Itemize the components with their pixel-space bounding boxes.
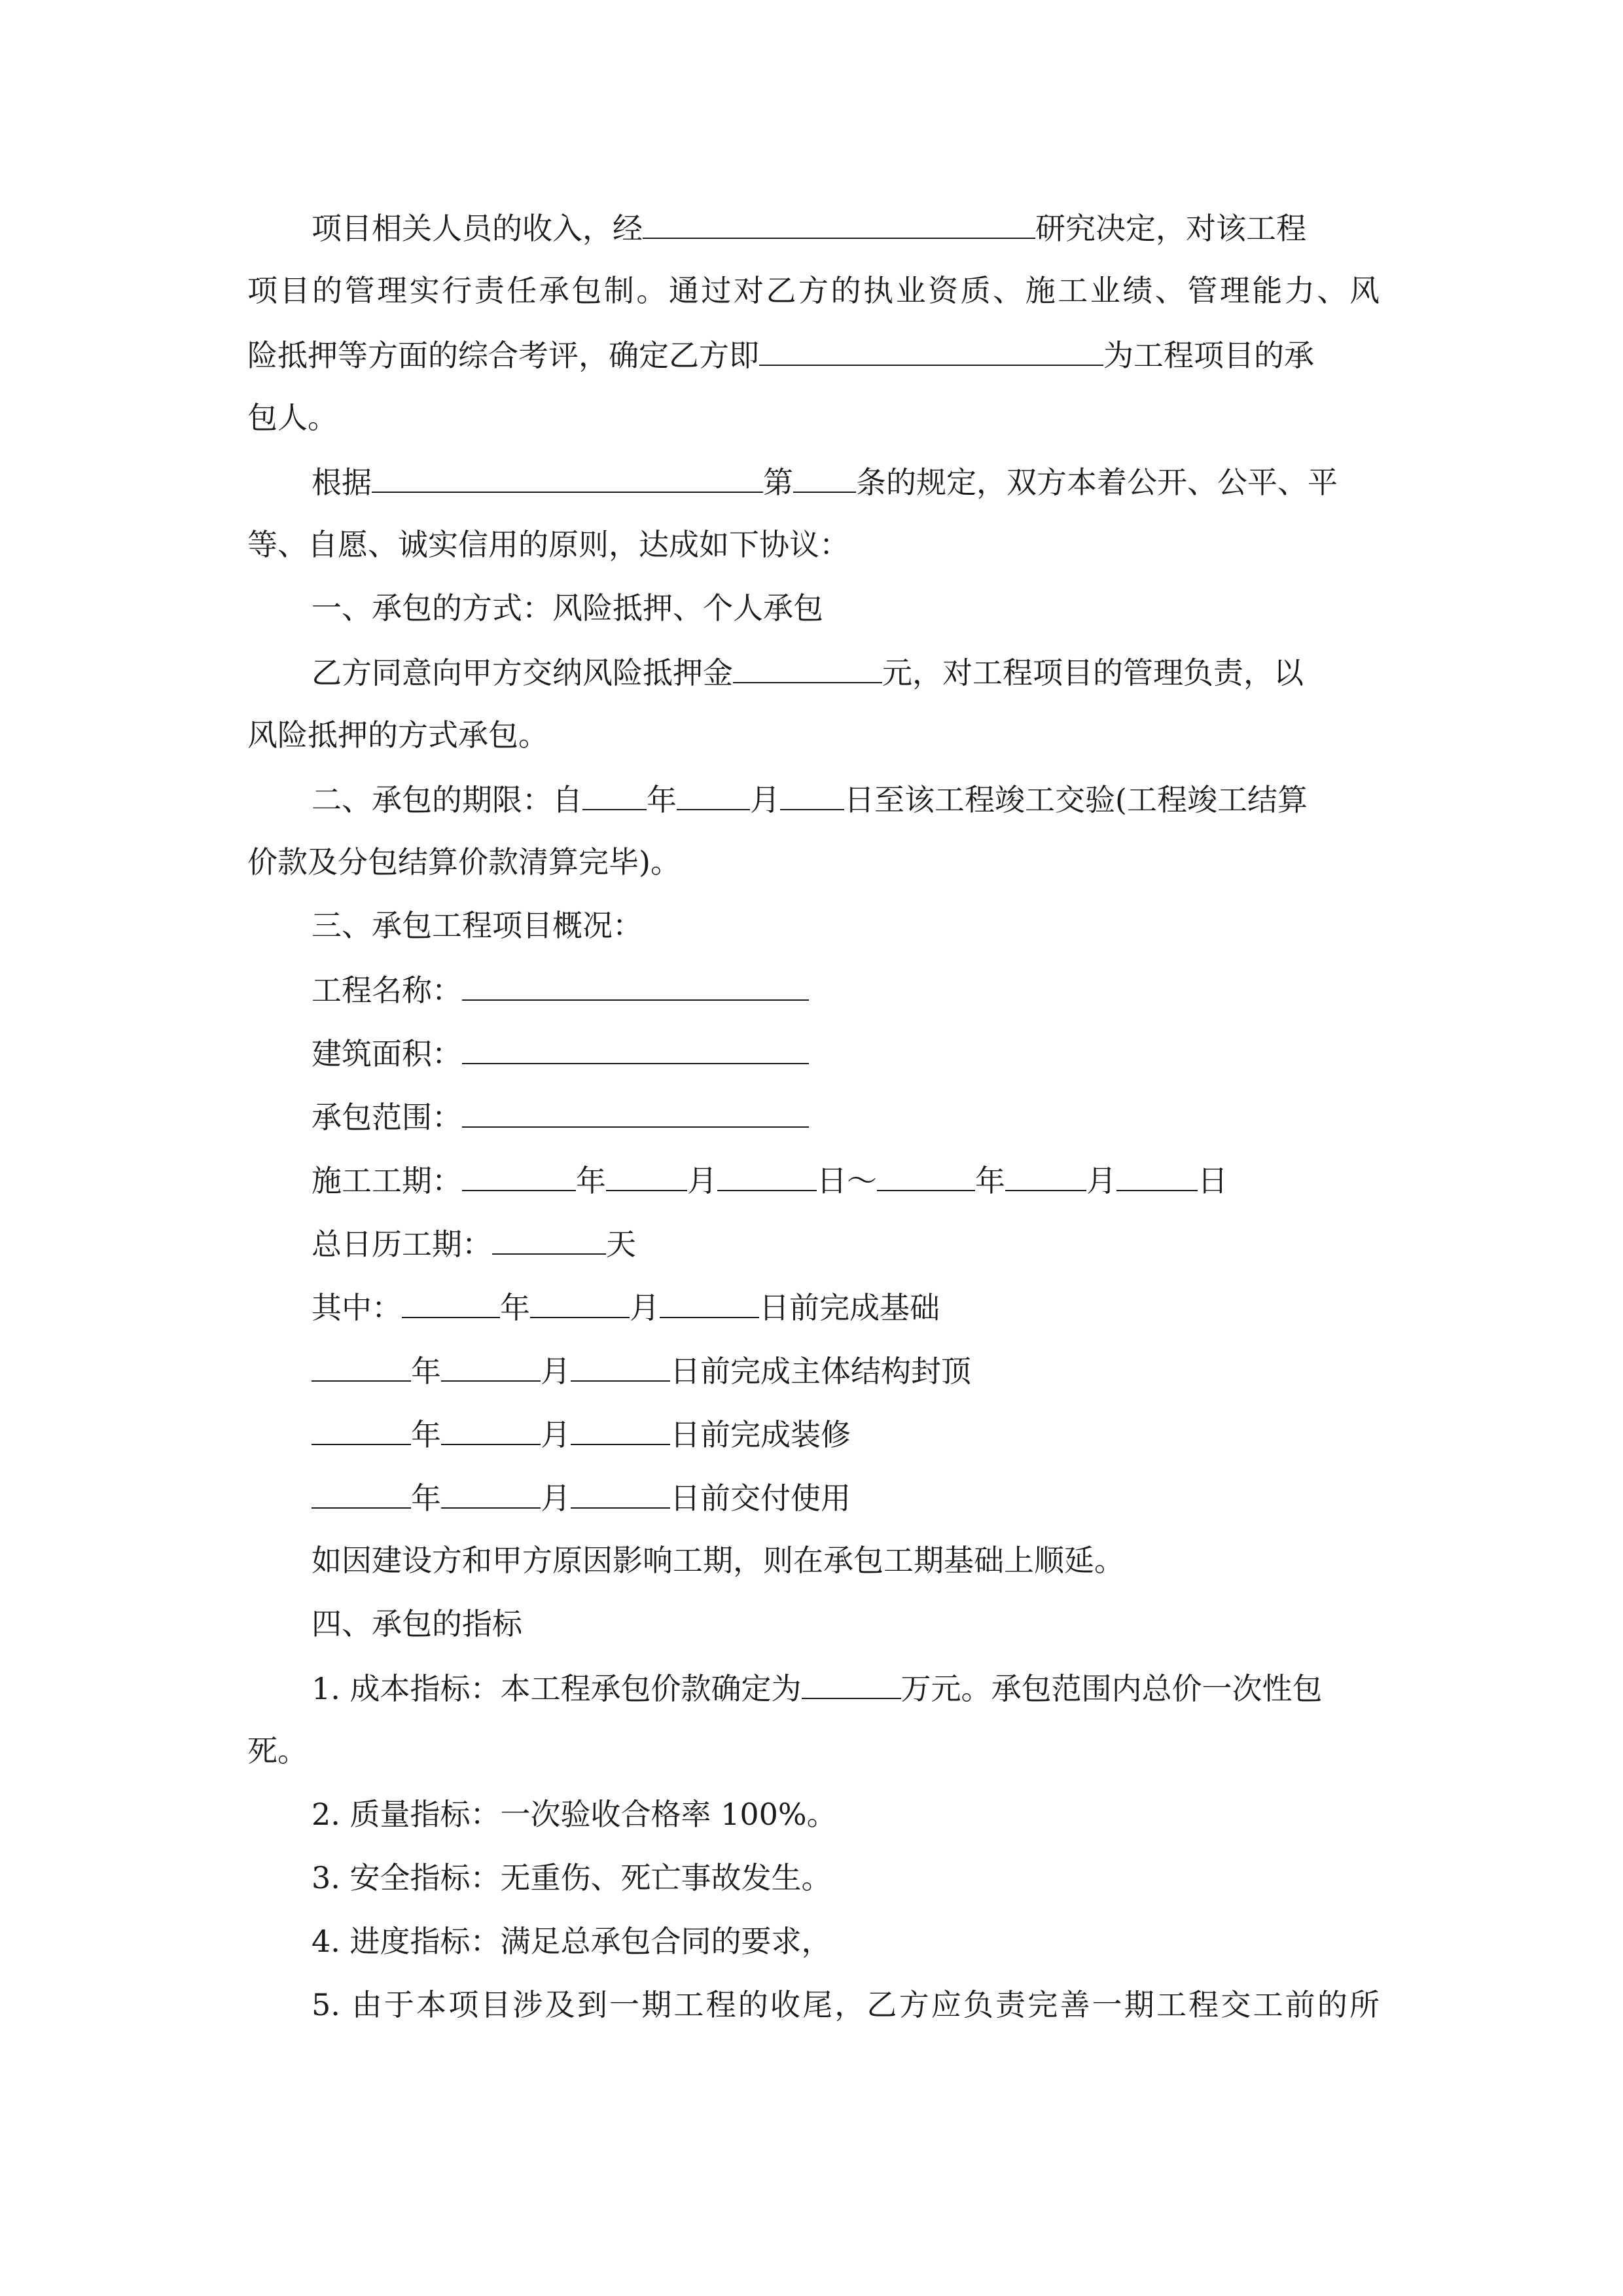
text: 三、承包工程项目概况： — [312, 908, 643, 943]
blank-year — [582, 779, 647, 810]
blank — [530, 1287, 630, 1318]
blank — [571, 1477, 670, 1509]
s1-line-1 — [312, 652, 1380, 691]
text: 年 — [576, 1163, 606, 1198]
blank — [1005, 1160, 1086, 1191]
blank — [571, 1350, 670, 1382]
text: 四、承包的指标 — [312, 1606, 522, 1641]
blank — [441, 1350, 541, 1382]
text: 月 — [541, 1480, 571, 1516]
text: 月 — [541, 1354, 571, 1389]
blank — [312, 1414, 411, 1445]
s4-item-5 — [312, 1985, 1380, 2024]
blank-deposit — [733, 652, 882, 683]
s4-item-1-cont — [247, 1731, 1380, 1770]
text: 年 — [647, 782, 677, 817]
s3-building-area — [312, 1033, 1380, 1072]
p1-line-1 — [312, 207, 1380, 247]
text: 万元。承包范围内总价一次性包 — [901, 1671, 1323, 1706]
p1-line-3 — [247, 334, 1380, 374]
blank-month — [677, 779, 750, 810]
text: 月 — [630, 1290, 660, 1325]
s3-scope — [312, 1096, 1380, 1136]
text: 建筑面积： — [312, 1036, 462, 1071]
text: 年 — [411, 1354, 441, 1389]
s3-total-days — [312, 1223, 1380, 1263]
text: 如因建设方和甲方原因影响工期，则在承包工期基础上顺延。 — [312, 1543, 1124, 1578]
text: 施工工期： — [312, 1163, 462, 1198]
text: 包人。 — [247, 400, 338, 435]
text: 日前完成基础 — [759, 1290, 940, 1325]
s3-heading — [312, 906, 1380, 945]
text: 月 — [687, 1163, 717, 1198]
s2-line-2 — [247, 842, 1380, 882]
s3-delay-note — [312, 1541, 1380, 1580]
text: 3. 安全指标：无重伤、死亡事故发生。 — [312, 1860, 832, 1895]
text: 月 — [541, 1417, 571, 1452]
text: 日前完成装修 — [670, 1417, 851, 1452]
blank-contractor-name — [759, 334, 1103, 366]
text: 1. 成本指标：本工程承包价款确定为 — [312, 1671, 802, 1706]
blank-article-no — [793, 461, 856, 493]
text: 价款及分包结算价款清算完毕)。 — [247, 844, 681, 880]
p2-line-1 — [312, 461, 1380, 501]
text: 项目的管理实行责任承包制。通过对乙方的执业资质、施工业绩、管理能力、风 — [247, 273, 1380, 308]
s3-milestone-3 — [312, 1414, 1380, 1453]
text: 其中： — [312, 1290, 402, 1325]
blank — [312, 1477, 411, 1509]
s3-milestone-1 — [312, 1287, 1380, 1326]
text: 第 — [763, 465, 793, 500]
s3-project-name — [312, 969, 1380, 1009]
blank-scope — [462, 1096, 809, 1128]
text: 险抵押等方面的综合考评，确定乙方即 — [247, 338, 759, 373]
text: 承包范围： — [312, 1100, 462, 1135]
s3-milestone-4 — [312, 1477, 1380, 1516]
s4-heading — [312, 1604, 1380, 1643]
p1-line-4 — [247, 398, 1380, 437]
s2-line-1 — [312, 779, 1380, 818]
text: 项目相关人员的收入，经 — [312, 211, 643, 246]
text: 条的规定，双方本着公开、公平、平 — [856, 465, 1338, 500]
blank-research-body — [643, 207, 1035, 239]
text: 年 — [975, 1163, 1005, 1198]
blank-building-area — [462, 1033, 809, 1064]
blank — [660, 1287, 759, 1318]
text: 日前完成主体结构封顶 — [670, 1354, 971, 1389]
text: 日 — [1198, 1163, 1228, 1198]
text: 2. 质量指标：一次验收合格率 100%。 — [312, 1797, 837, 1832]
blank — [877, 1160, 975, 1191]
text: 乙方同意向甲方交纳风险抵押金 — [312, 655, 733, 691]
blank — [1116, 1160, 1198, 1191]
blank-basis — [372, 461, 763, 493]
blank-total-days — [492, 1223, 606, 1255]
text: 天 — [606, 1227, 636, 1262]
text: 元，对工程项目的管理负责，以 — [882, 655, 1304, 691]
blank-price — [802, 1668, 901, 1699]
text: 根据 — [312, 465, 372, 500]
text: 一、承包的方式：风险抵押、个人承包 — [312, 590, 823, 626]
text: 年 — [500, 1290, 530, 1325]
text: 月 — [750, 782, 780, 817]
text: 二、承包的期限：自 — [312, 782, 582, 817]
s1-line-2 — [247, 715, 1380, 755]
text: 风险抵押的方式承包。 — [247, 717, 548, 753]
blank — [462, 1160, 576, 1191]
s3-milestone-2 — [312, 1350, 1380, 1390]
s4-item-1 — [312, 1668, 1380, 1707]
text: 日～ — [817, 1163, 877, 1198]
p1-line-2 — [247, 271, 1380, 310]
text: 等、自愿、诚实信用的原则，达成如下协议： — [247, 527, 849, 562]
text: 4. 进度指标：满足总承包合同的要求， — [312, 1924, 832, 1959]
blank — [402, 1287, 500, 1318]
blank — [441, 1477, 541, 1509]
text: 日至该工程竣工交验(工程竣工结算 — [844, 782, 1308, 817]
text: 月 — [1086, 1163, 1116, 1198]
text: 研究决定，对该工程 — [1035, 211, 1306, 246]
s4-item-4 — [312, 1922, 1380, 1961]
blank-day — [780, 779, 844, 810]
s3-construction-period — [312, 1160, 1380, 1199]
s1-heading — [312, 588, 1380, 628]
blank — [717, 1160, 817, 1191]
text: 工程名称： — [312, 973, 462, 1008]
text: 死。 — [247, 1733, 308, 1768]
text: 为工程项目的承 — [1103, 338, 1314, 373]
blank — [441, 1414, 541, 1445]
blank — [312, 1350, 411, 1382]
text: 年 — [411, 1480, 441, 1516]
text: 日前交付使用 — [670, 1480, 851, 1516]
text: 5. 由于本项目涉及到一期工程的收尾，乙方应负责完善一期工程交工前的所 — [312, 1987, 1380, 2022]
s4-item-3 — [312, 1858, 1380, 1897]
blank — [571, 1414, 670, 1445]
blank-project-name — [462, 969, 809, 1001]
text: 总日历工期： — [312, 1227, 492, 1262]
p2-line-2 — [247, 525, 1380, 564]
blank — [606, 1160, 687, 1191]
text: 年 — [411, 1417, 441, 1452]
s4-item-2 — [312, 1795, 1380, 1834]
